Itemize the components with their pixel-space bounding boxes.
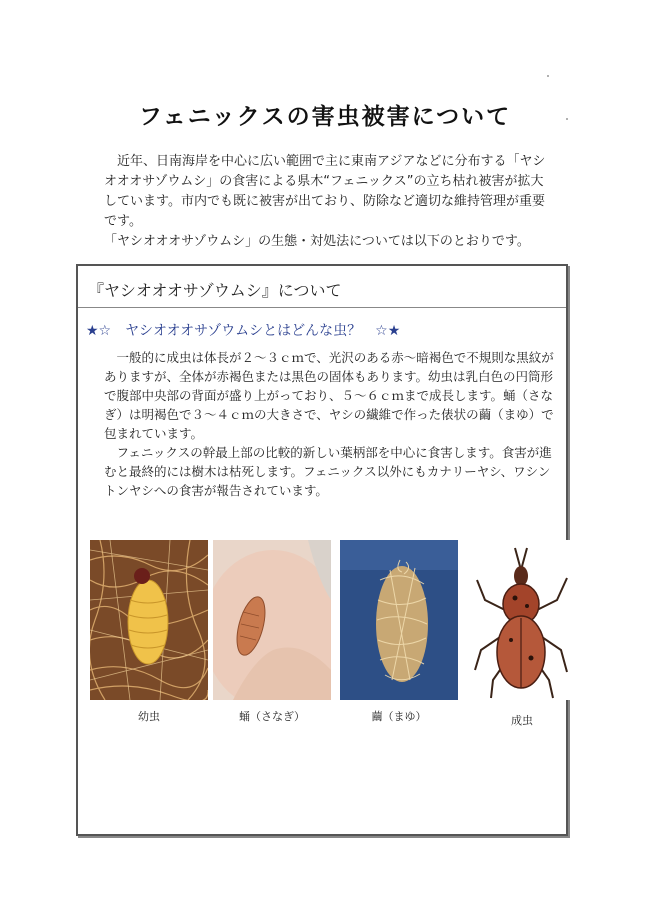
intro-paragraph-2: 「ヤシオオオサゾウムシ」の生態・対処法については以下のとおりです。 [104,234,530,249]
cocoon-photo [340,540,458,700]
intro-text [104,152,546,252]
box-divider [78,307,566,308]
caption-pupa: 蛹（さなぎ） [239,710,305,723]
info-box [76,264,568,836]
box-body [104,348,554,500]
page-title: フェニックスの害虫被害について [138,104,512,130]
box-paragraph-1: 一般的に成虫は体長が２～３ｃｍで、光沢のある赤～暗褐色で不規則な黒紋がありますが、全体が赤褐色または黒色の固体もあります。幼虫は乳白色の円筒形で腹部中央部の背面が盛り上がっており、５～６ｃｍまで成長します。蛹（さなぎ）は明褐色で３～４ｃｍの大きさで、ヤシの繊維で作った俵状の繭（まゆ）で包まれています。 [104,350,554,441]
box-title: 『ヤシオオオサゾウムシ』について [88,281,342,300]
box-paragraph-2: フェニックスの幹最上部の比較的新しい葉柄部を中心に食害します。食害が進むと最終的には樹木は枯死します。フェニックス以外にもカナリーヤシ、ワシントンヤシへの食害が報告されています。 [104,445,552,498]
caption-larva: 幼虫 [138,710,160,723]
box-subtitle: ★☆ ヤシオオオサゾウムシとはどんな虫？ ☆★ [86,323,401,339]
caption-adult: 成虫 [511,714,533,727]
caption-cocoon: 繭（まゆ） [371,710,427,723]
adult-beetle-photo [463,540,581,700]
intro-paragraph-1: 近年、日南海岸を中心に広い範囲で主に東南アジアなどに分布する「ヤシオオオサゾウムシ」の食害による県木“フェニックス”の立ち枯れ被害が拡大しています。市内でも既に被害が出ており、防除など適切な維持管理が重要です。 [104,154,546,229]
larva-photo [90,540,208,700]
scan-speck [547,75,549,77]
pupa-photo [213,540,331,700]
